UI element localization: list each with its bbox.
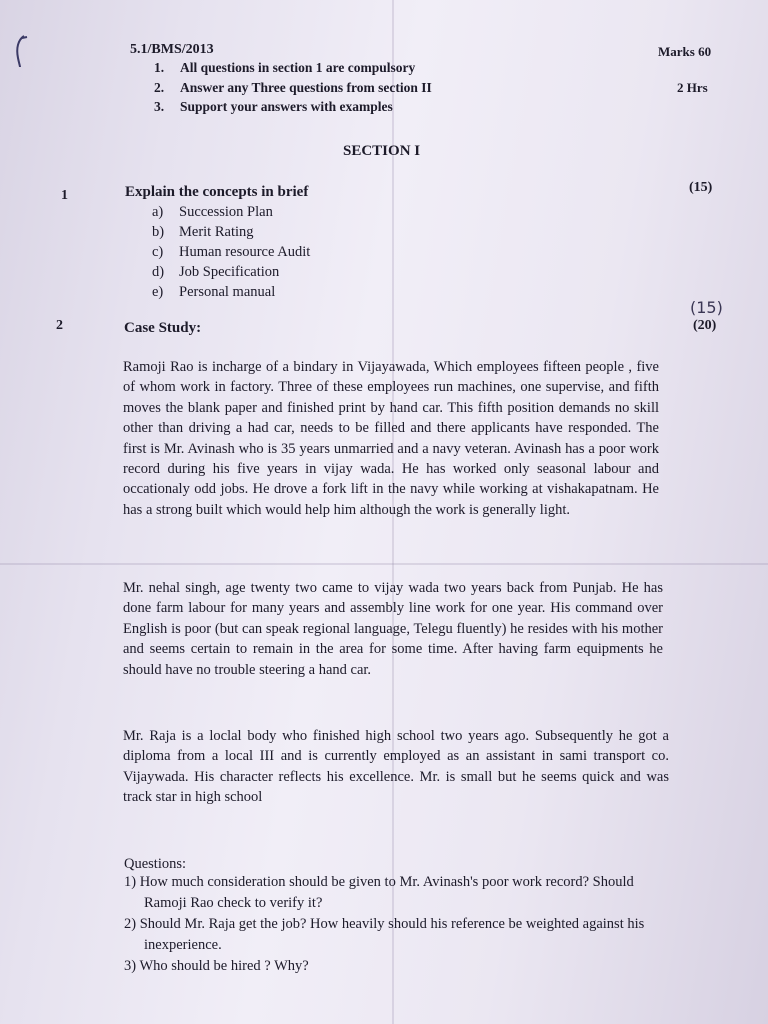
exam-duration: 2 Hrs bbox=[677, 80, 708, 95]
section-title: SECTION I bbox=[343, 143, 421, 159]
question-2-number: 2 bbox=[56, 318, 63, 333]
list-item: 3) Who should be hired ? Why? bbox=[124, 958, 309, 974]
list-item: a) Succession Plan bbox=[152, 204, 273, 220]
case-questions-list bbox=[124, 872, 664, 977]
case-paragraph: Mr. Raja is a loclal body who finished high school two years ago. Subsequently he got a diploma from a local III and is currently employed as an assistant in sami transport co. Vijaywada. His character reflects his excellence. Mr. is small but he seems quick and was track star in high school bbox=[123, 728, 669, 806]
instruction-item: 2. Answer any Three questions from section II bbox=[154, 79, 432, 95]
question-1-marks: (15) bbox=[689, 180, 713, 195]
question-2-marks: (20) bbox=[693, 318, 717, 333]
case-paragraph: Ramoji Rao is incharge of a bindary in Vijayawada, Which employees fifteen people , five of whom work in factory. Three of these employees run machines, one supervise, and fifth moves the blank paper and finished print by hand car. This fifth position demands no skill other than driving a had car, needs to be filled and there applicants have responded. The first is Mr. Avinash who is 35 years unmarried and a navy veteran. Avinash has a poor work record during his five years in vijay wada. He has worked only seasonal labour and occationaly odd jobs. He drove a fork lift in the navy while working at vishakapatnam. He has a strong built which would help him although the work is generally light. bbox=[123, 359, 659, 518]
question-2-title: Case Study: bbox=[124, 320, 202, 336]
instructions-list bbox=[154, 58, 432, 117]
paper-code: 5.1/BMS/2013 bbox=[130, 42, 214, 57]
case-paragraph: Mr. nehal singh, age twenty two came to vijay wada two years back from Punjab. He has done farm labour for many years and assembly line work for one year. His command over English is poor (but can speak regional language, Telegu fluently) he resides with his mother and seems certain to remain in the area for some time. After having farm equipments he should have no trouble steering a hand car. bbox=[123, 580, 663, 678]
questions-heading: Questions: bbox=[124, 856, 187, 872]
pen-mark-icon bbox=[14, 34, 28, 68]
list-item: 2) Should Mr. Raja get the job? How heavily should his reference be weighted against his inexperience. bbox=[124, 916, 645, 953]
list-item: c) Human resource Audit bbox=[152, 244, 311, 260]
handwritten-marks: (15) bbox=[690, 298, 723, 317]
question-1-title: Explain the concepts in brief bbox=[125, 184, 309, 200]
list-item: d) Job Specification bbox=[152, 264, 280, 280]
paper-fold-horizontal bbox=[0, 563, 768, 565]
question-1-items bbox=[152, 202, 310, 302]
list-item: e) Personal manual bbox=[152, 284, 276, 300]
total-marks: Marks 60 bbox=[658, 44, 712, 59]
instruction-item: 3. Support your answers with examples bbox=[154, 99, 393, 114]
question-1-number: 1 bbox=[61, 188, 68, 203]
list-item: 1) How much consideration should be given to Mr. Avinash's poor work record? Should Ramoji Rao check to verify it? bbox=[124, 874, 634, 911]
list-item: b) Merit Rating bbox=[152, 224, 254, 240]
instruction-item: 1. All questions in section 1 are compulsory bbox=[154, 60, 416, 75]
